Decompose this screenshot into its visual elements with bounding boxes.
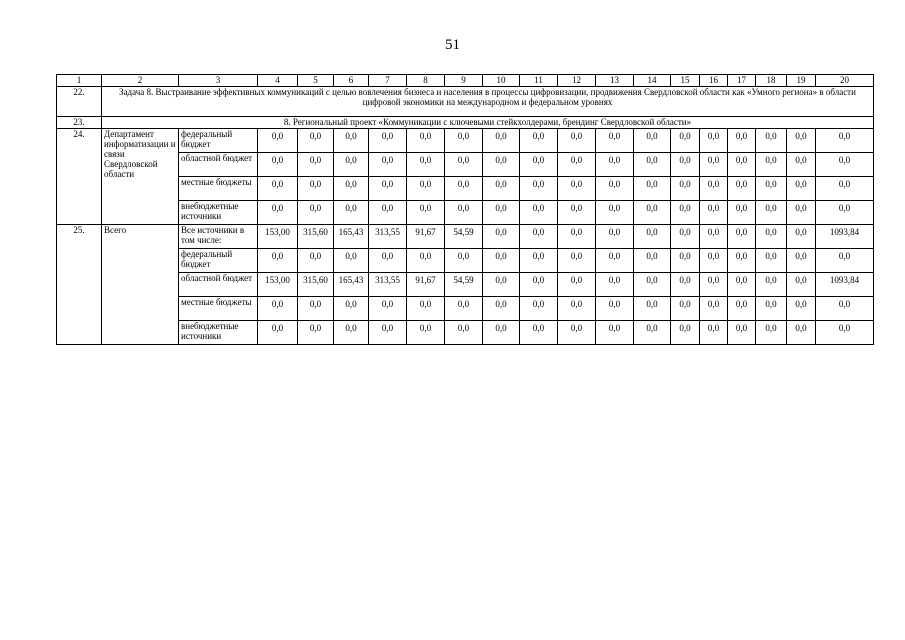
table-row [57, 249, 874, 273]
value-cell: 0,0 [258, 201, 298, 225]
value-cell: 0,0 [671, 225, 700, 249]
value-cell: 0,0 [816, 321, 874, 345]
value-cell: 0,0 [558, 177, 596, 201]
funding-source: местные бюджеты [179, 177, 258, 201]
value-cell: 0,0 [671, 153, 700, 177]
value-cell: 0,0 [787, 273, 816, 297]
value-cell: 0,0 [407, 297, 445, 321]
column-header: 3 [179, 75, 258, 87]
column-header: 10 [483, 75, 520, 87]
value-cell: 0,0 [700, 321, 728, 345]
table-row [57, 297, 874, 321]
value-cell: 0,0 [634, 225, 671, 249]
value-cell: 0,0 [596, 249, 634, 273]
value-cell: 0,0 [258, 177, 298, 201]
table-row [57, 177, 874, 201]
value-cell: 0,0 [520, 129, 558, 153]
project-row [57, 117, 874, 129]
value-cell: 0,0 [483, 321, 520, 345]
value-cell: 0,0 [756, 201, 787, 225]
value-cell: 153,00 [258, 273, 298, 297]
value-cell: 0,0 [407, 249, 445, 273]
value-cell: 0,0 [671, 321, 700, 345]
column-header: 15 [671, 75, 700, 87]
column-header: 11 [520, 75, 558, 87]
value-cell: 0,0 [445, 297, 483, 321]
value-cell: 0,0 [520, 321, 558, 345]
column-header: 14 [634, 75, 671, 87]
value-cell: 0,0 [558, 129, 596, 153]
value-cell: 0,0 [298, 129, 334, 153]
value-cell: 0,0 [728, 177, 756, 201]
value-cell: 0,0 [520, 297, 558, 321]
value-cell: 0,0 [634, 201, 671, 225]
value-cell: 0,0 [787, 321, 816, 345]
value-cell: 0,0 [728, 297, 756, 321]
value-cell: 0,0 [634, 321, 671, 345]
value-cell: 0,0 [671, 129, 700, 153]
value-cell: 0,0 [334, 129, 369, 153]
value-cell: 0,0 [445, 129, 483, 153]
value-cell: 0,0 [445, 177, 483, 201]
column-header: 5 [298, 75, 334, 87]
value-cell: 313,55 [369, 273, 407, 297]
column-header: 2 [102, 75, 179, 87]
column-header: 8 [407, 75, 445, 87]
value-cell: 0,0 [298, 297, 334, 321]
value-cell: 153,00 [258, 225, 298, 249]
value-cell: 0,0 [728, 129, 756, 153]
value-cell: 54,59 [445, 225, 483, 249]
value-cell: 0,0 [596, 201, 634, 225]
value-cell: 0,0 [816, 153, 874, 177]
value-cell: 165,43 [334, 273, 369, 297]
value-cell: 0,0 [700, 225, 728, 249]
value-cell: 0,0 [258, 297, 298, 321]
value-cell: 0,0 [407, 153, 445, 177]
value-cell: 0,0 [634, 129, 671, 153]
funding-source: местные бюджеты [179, 297, 258, 321]
value-cell: 0,0 [728, 201, 756, 225]
value-cell: 0,0 [258, 153, 298, 177]
value-cell: 0,0 [298, 153, 334, 177]
value-cell: 0,0 [728, 321, 756, 345]
table-row [57, 129, 874, 153]
value-cell: 0,0 [520, 201, 558, 225]
entity-name: Всего [102, 225, 179, 345]
row-number: 24. [57, 129, 102, 225]
column-header: 16 [700, 75, 728, 87]
value-cell: 0,0 [671, 249, 700, 273]
funding-source: областной бюджет [179, 273, 258, 297]
value-cell: 0,0 [334, 153, 369, 177]
value-cell: 1093,84 [816, 273, 874, 297]
value-cell: 0,0 [671, 177, 700, 201]
value-cell: 1093,84 [816, 225, 874, 249]
value-cell: 0,0 [483, 201, 520, 225]
value-cell: 0,0 [634, 273, 671, 297]
value-cell: 0,0 [369, 249, 407, 273]
value-cell: 0,0 [816, 249, 874, 273]
value-cell: 0,0 [700, 129, 728, 153]
value-cell: 0,0 [520, 225, 558, 249]
value-cell: 0,0 [369, 297, 407, 321]
value-cell: 0,0 [445, 249, 483, 273]
value-cell: 0,0 [558, 201, 596, 225]
value-cell: 0,0 [787, 129, 816, 153]
table-row [57, 153, 874, 177]
value-cell: 0,0 [520, 249, 558, 273]
value-cell: 0,0 [671, 273, 700, 297]
task-title: Задача 8. Выстраивание эффективных коммуникаций с целью вовлечения бизнеса и населения в процессы цифровизации, продвижения Свердловской области как «Умного региона» в области цифровой экономики на международном и федеральном уровнях [102, 87, 874, 117]
value-cell: 0,0 [445, 201, 483, 225]
column-header: 13 [596, 75, 634, 87]
value-cell: 0,0 [298, 321, 334, 345]
value-cell: 0,0 [596, 129, 634, 153]
value-cell: 0,0 [596, 321, 634, 345]
value-cell: 0,0 [407, 321, 445, 345]
value-cell: 0,0 [756, 321, 787, 345]
funding-source: Все источники в том числе: [179, 225, 258, 249]
column-header: 20 [816, 75, 874, 87]
funding-source: внебюджетные источники [179, 201, 258, 225]
entity-name: Департамент информатизации и связи Свердловской области [102, 129, 179, 225]
column-header: 18 [756, 75, 787, 87]
project-title: 8. Региональный проект «Коммуникации с ключевыми стейкхолдерами, брендинг Свердловской области» [102, 117, 874, 129]
value-cell: 0,0 [369, 177, 407, 201]
value-cell: 0,0 [298, 177, 334, 201]
value-cell: 0,0 [816, 129, 874, 153]
value-cell: 315,60 [298, 273, 334, 297]
value-cell: 0,0 [596, 177, 634, 201]
table-row [57, 273, 874, 297]
column-header: 6 [334, 75, 369, 87]
value-cell: 0,0 [756, 273, 787, 297]
column-header: 12 [558, 75, 596, 87]
value-cell: 0,0 [369, 201, 407, 225]
value-cell: 0,0 [634, 177, 671, 201]
value-cell: 0,0 [787, 177, 816, 201]
funding-source: внебюджетные источники [179, 321, 258, 345]
value-cell: 0,0 [558, 273, 596, 297]
value-cell: 91,67 [407, 273, 445, 297]
column-header: 7 [369, 75, 407, 87]
value-cell: 0,0 [334, 177, 369, 201]
value-cell: 0,0 [558, 249, 596, 273]
value-cell: 0,0 [728, 273, 756, 297]
funding-source: областной бюджет [179, 153, 258, 177]
value-cell: 0,0 [334, 297, 369, 321]
column-header: 9 [445, 75, 483, 87]
value-cell: 0,0 [816, 297, 874, 321]
value-cell: 0,0 [369, 321, 407, 345]
value-cell: 91,67 [407, 225, 445, 249]
value-cell: 0,0 [483, 297, 520, 321]
value-cell: 0,0 [700, 273, 728, 297]
value-cell: 0,0 [445, 321, 483, 345]
value-cell: 0,0 [596, 273, 634, 297]
value-cell: 0,0 [700, 177, 728, 201]
value-cell: 0,0 [298, 201, 334, 225]
value-cell: 0,0 [298, 249, 334, 273]
budget-table [56, 74, 874, 345]
value-cell: 0,0 [728, 153, 756, 177]
value-cell: 0,0 [787, 225, 816, 249]
value-cell: 0,0 [258, 321, 298, 345]
value-cell: 0,0 [483, 273, 520, 297]
value-cell: 0,0 [787, 153, 816, 177]
value-cell: 0,0 [634, 249, 671, 273]
column-header: 19 [787, 75, 816, 87]
value-cell: 0,0 [756, 177, 787, 201]
value-cell: 0,0 [787, 201, 816, 225]
value-cell: 0,0 [787, 249, 816, 273]
table-row [57, 201, 874, 225]
column-header: 17 [728, 75, 756, 87]
value-cell: 0,0 [483, 129, 520, 153]
value-cell: 0,0 [520, 153, 558, 177]
value-cell: 0,0 [700, 201, 728, 225]
value-cell: 0,0 [756, 225, 787, 249]
value-cell: 0,0 [756, 129, 787, 153]
value-cell: 0,0 [756, 153, 787, 177]
value-cell: 0,0 [700, 249, 728, 273]
value-cell: 313,55 [369, 225, 407, 249]
value-cell: 0,0 [483, 225, 520, 249]
value-cell: 0,0 [407, 201, 445, 225]
value-cell: 0,0 [634, 153, 671, 177]
column-header: 4 [258, 75, 298, 87]
value-cell: 0,0 [671, 201, 700, 225]
value-cell: 0,0 [596, 297, 634, 321]
task-row [57, 87, 874, 117]
row-number: 25. [57, 225, 102, 345]
value-cell: 165,43 [334, 225, 369, 249]
value-cell: 0,0 [520, 273, 558, 297]
value-cell: 0,0 [634, 297, 671, 321]
value-cell: 0,0 [596, 225, 634, 249]
value-cell: 0,0 [407, 177, 445, 201]
value-cell: 0,0 [558, 297, 596, 321]
value-cell: 0,0 [258, 129, 298, 153]
value-cell: 0,0 [258, 249, 298, 273]
value-cell: 0,0 [334, 201, 369, 225]
table-row [57, 225, 874, 249]
value-cell: 0,0 [728, 249, 756, 273]
value-cell: 0,0 [558, 321, 596, 345]
funding-source: федеральный бюджет [179, 129, 258, 153]
value-cell: 315,60 [298, 225, 334, 249]
table-row [57, 321, 874, 345]
value-cell: 0,0 [728, 225, 756, 249]
value-cell: 0,0 [520, 177, 558, 201]
page-number: 51 [445, 37, 460, 53]
value-cell: 0,0 [787, 297, 816, 321]
value-cell: 0,0 [483, 249, 520, 273]
value-cell: 0,0 [558, 153, 596, 177]
value-cell: 0,0 [334, 321, 369, 345]
value-cell: 0,0 [756, 297, 787, 321]
value-cell: 0,0 [700, 153, 728, 177]
value-cell: 0,0 [756, 249, 787, 273]
value-cell: 0,0 [445, 153, 483, 177]
value-cell: 0,0 [483, 153, 520, 177]
column-header: 1 [57, 75, 102, 87]
value-cell: 0,0 [816, 201, 874, 225]
value-cell: 0,0 [483, 177, 520, 201]
value-cell: 0,0 [816, 177, 874, 201]
value-cell: 0,0 [700, 297, 728, 321]
value-cell: 0,0 [596, 153, 634, 177]
value-cell: 54,59 [445, 273, 483, 297]
value-cell: 0,0 [407, 129, 445, 153]
value-cell: 0,0 [671, 297, 700, 321]
project-number: 23. [57, 117, 102, 129]
header-row [57, 75, 874, 87]
value-cell: 0,0 [369, 153, 407, 177]
task-number: 22. [57, 87, 102, 117]
value-cell: 0,0 [334, 249, 369, 273]
value-cell: 0,0 [558, 225, 596, 249]
value-cell: 0,0 [369, 129, 407, 153]
funding-source: федеральный бюджет [179, 249, 258, 273]
